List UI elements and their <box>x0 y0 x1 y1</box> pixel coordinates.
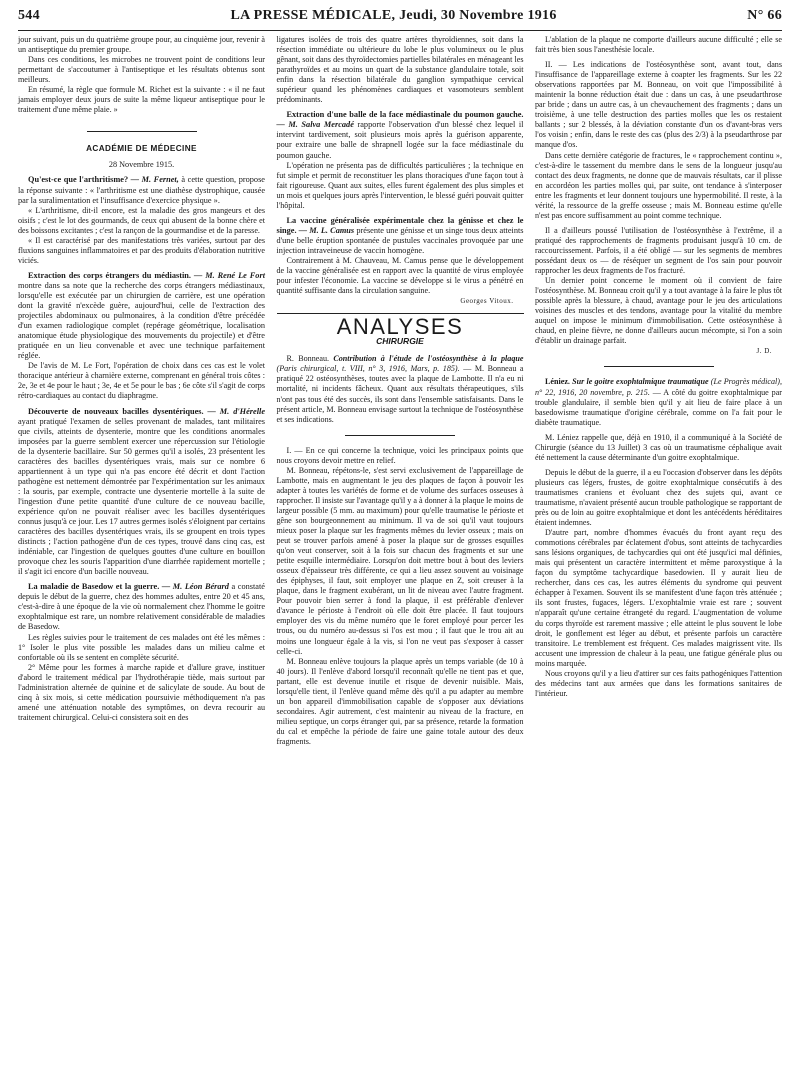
paragraph: « Il est caractérisé par des manifestations très variées, surtout par des fluxions sanguines inflammatoires et par des produits d'élaboration nutritive viciés. <box>18 235 265 265</box>
analyses-title: ANALYSES <box>277 313 524 332</box>
paragraph: ligatures isolées de trois des quatre artères thyroïdiennes, soit dans la résection immédiate ou ultérieure du lobe le plus volumineux ou le plus gênant, soit dans des thyroïdectomies partielles bilatérales en ménageant les parathyroïdes et au moins un quart de la substance glandulaire totale, soit enfin dans la résection bilatérale du ganglion sympathique cervical supérieur quand les phénomènes cardiaques et vasomoteurs semblent prédominants. <box>276 35 524 105</box>
ref-summary: — A côté du goitre exophtalmique par trouble glandulaire, il semble bien qu'il y ait lieu de faire place à un basedowisme traumatique d'origine cérébrale, comme on l'a fait pour le diabète traumatique. <box>535 387 782 427</box>
paragraph: Un dernier point concerne le moment où il convient de faire l'ostéosynthèse. M. Bonneau croit qu'il y a tout avantage à la faire le plus tôt possible après la blessure, à chaud, avantage pour le jeu des articulations voisines des muscles et des tendons, avantage pour la vitalité du membre auquel on impose le minimum d'immobilisation. Cette ostéosynthèse à chaud, en pleine fièvre, ne donne d'ailleurs aucun mécompte, si l'on a soin d'établir un drainage parfait. <box>535 276 783 346</box>
paragraph: Depuis le début de la guerre, il a eu l'occasion d'observer dans les dépôts plusieurs cas légers, frustes, de goitre exophtalmique consécutifs à des traumatismes craniens et évoluant chez des sujets qui, avant ce traumatisme, n'avaient présenté aucun trouble pathologique se rapportant de près ou de loin au goitre exophtalmique et dont les antécédents héréditaires étaient indemnes. <box>535 467 782 528</box>
article-text: montre dans sa note que la recherche des corps étrangers médiastinaux, lorsqu'elle est exécutée par un chirurgien de carrière, est une opération dont la gravité n'excède guère, aujourd'hui, celle de l'extraction des projectiles abdominaux ou pulmonaires, à la condition d'être précédée d'un examen radiologique complet (repérage géométrique, localisation anatomique étude physiologique des mouvements du projectile) et d'être pratiquée en un lieu convenable et avec une technique parfaitement réglée. <box>18 280 265 361</box>
section-divider <box>87 131 197 132</box>
ref-summary: — M. Bonneau a pratiqué 22 ostéosynthèses, toutes avec la plaque de Lambotte. Il n'a eu ni mortalité, ni incidents fâcheux. Quant aux résultats thérapeutiques, s'ils n'ont pas tous été des succès, ils sont dans l'ensemble satisfaisants. Dans le présent article, M. Bonneau envisage surtout la technique de l'ostéosynthèse et ses indications. <box>276 364 524 424</box>
paragraph: 2° Même pour les formes à marche rapide et d'allure grave, instituer d'abord le traitement médical par l'hydrothérapie tiède, mais surtout par l'administration alternée de quinine et de salicylate de soude. Au bout de cinq à six mois, si cette médication poursuivie méthodiquement n'a pas amené une atténuation notable des symptômes, on devra recourir au traitement chirurgical. Celui-ci consistera soit en des <box>18 662 265 722</box>
analysis-reference <box>277 354 524 424</box>
column-3 <box>535 35 782 747</box>
page-header <box>18 8 782 31</box>
divider <box>604 366 714 367</box>
ref-title: Contribution à l'étude de l'ostéosynthèse à la plaque <box>333 354 524 364</box>
paragraph: « L'arthritisme, dit-il encore, est la maladie des gros mangeurs et des oisifs ; c'est le lot des gourmands, de ceux qui abusent de la bonne chère et des boissons excitantes ; c'est la rançon de la gourmandise et de la paresse. <box>18 205 265 235</box>
article-text: a constaté depuis le début de la guerre, chez des hommes adultes, entre 20 et 45 ans, c'est-à-dire à une époque de la vie où normalement chez l'homme le goitre exophtalmique est rare, un nombre relativement considérable de maladies de Basedow. <box>18 582 265 632</box>
paragraph: Il a d'ailleurs poussé l'utilisation de l'ostéosynthèse à l'extrême, il a pratiqué des rapprochements de fragments produisant jusqu'à 10 cm. de raccourcissement. Parfois, il a été obligé — sur les segments de membres possédant deux os — de réséquer un segment de l'os sain pour pouvoir rapprocher les deux fragments de l'os fracturé. <box>535 225 782 276</box>
article-arthritisme <box>18 175 265 205</box>
paragraph: L'ablation de la plaque ne comporte d'ailleurs aucune difficulté ; elle se fait très bien sous l'anesthésie locale. <box>535 35 782 55</box>
article-author: — M. Léon Bérard <box>161 582 229 592</box>
article-text: ayant pratiqué l'examen de selles provenant de malades, tant militaires que civils, atteints de dysenterie, montre que les conditions anormales imposées par la guerre semblent exercer une répercussion sur l'étiologie de la dysenterie bacillaire. Sur 50 germes qu'il a isolés, 23 présentent les caractères des bacilles dysentériques vrais, mais sur ce nombre 6 appartiennent à un type qui n'a pas encore été décrit et dont l'action pathogène est nettement démontrée par l'expérimentation sur les animaux : la souris, par exemple, contracte une dysenterie mortelle à la suite de l'ingestion d'une petite quantité d'une culture de ce nouveau bacille, expérience qu'on ne pouvait réaliser avec les bacilles dysentériques connus jusqu'à ce jour. Les 17 autres germes isolés s'éloignent par certains caractères des bacilles dysentériques vrais, ils se groupent en trois types distincts ; l'action pathogène d'un de ces types, trouvé dans cinq cas, est indéniable, car l'ingestion de quelques gouttes d'une culture en bouillon provoque chez les souris l'apparition d'une diarrhée rapidement mortelle ; il s'agit ici encore d'un bacille nouveau. <box>18 416 265 577</box>
paragraph: I. — En ce qui concerne la technique, voici les principaux points que nous croyons devoir mettre en relief. <box>276 445 524 465</box>
article-basedow <box>18 582 265 632</box>
paragraph: Nous croyons qu'il y a lieu d'attirer sur ces faits pathogéniques l'attention des médecins tant aux armées que dans les formations sanitaires de l'intérieur. <box>535 668 782 698</box>
article-text: présente une génisse et un singe tous deux atteints d'une belle éruption spontanée de pustules vaccinales provoquée par une injection intraveineuse de vaccin homogène. <box>276 225 524 255</box>
paragraph: Contrairement à M. Chauveau, M. Camus pense que le développement de la vaccine généralisée est en rapport avec la quantité de virus employée pour infester l'économie. La vaccine se développe si le virus a pénétré en quantité suffisante dans la circulation sanguine. <box>276 255 524 296</box>
ref-author: Léniez. <box>545 377 570 387</box>
article-corps-etrangers <box>18 271 265 361</box>
column-1 <box>18 35 265 747</box>
article-lead: Extraction des corps étrangers du médiastin. <box>28 270 191 280</box>
journal-title: LA PRESSE MÉDICALE, Jeudi, 30 Novembre 1916 <box>230 8 557 23</box>
article-lead: Découverte de nouveaux bacilles dysentériques. <box>28 406 204 416</box>
paragraph: M. Bonneau, répétons-le, s'est servi exclusivement de l'appareillage de Lambotte, mais en augmentant le jeu des plaques de façon à pouvoir les adapter à toutes les variétés de forme et de volume des surfaces osseuses à rapprocher. Il insiste sur l'avantage qu'il y a à donner à la plaque le moins de largeur possible (5 mm. au maximum) pour qu'elle traumatise le périoste et gêne son bourgeonnement au minimum. Il va de soi qu'il vaut toujours mieux poser la plaque sur les fragments mêmes du levier osseux ; mais on peut se trouver parfois amené à poser la plaque sur de grosses esquilles qu'on veut conserver, soit à la fois sur chacun des fragments et sur une petite esquille intermédiaire. Lorsqu'on doit mettre bout à bout des leviers osseux d'épaisseur très différente, ce qui a lieu assez souvent au voisinage des épiphyses, il faut, soit employer une plaque en Z, soit creuser à la plaque, dans le fragment exubérant, un lit de niveau avec l'autre fragment. Pour pouvoir bien serrer à fond la plaque, il est préférable d'enlever d'avance le périoste à l'endroit où elle doit être placée. Il faut toujours employer des vis du même numéro que le foret employé pour percer les trous, ou du numéro au-dessus si l'os est mou ; il faut que le trou ait au moins une longueur égale à la vis, si l'on ne veut pas s'exposer à casser celle-ci. <box>276 465 524 656</box>
article-lead: Extraction d'une balle de la face médiastinale du poumon gauche. <box>286 110 524 120</box>
rubric-chirurgie: CHIRURGIE <box>376 336 424 347</box>
author-signature: Georges Vitoux. <box>460 297 514 306</box>
paragraph: Dans ces conditions, les microbes ne trouvent point de conditions leur permettant de s'accoutumer à l'antiseptique et les résultats obtenus sont meilleurs. <box>18 55 265 85</box>
article-text: à cette question, propose la réponse suivante : « l'arthritisme est une diathèse dystrophique, causée par la suralimentation et l'insuffisance d'exercice physique ». <box>18 175 265 205</box>
article-author: — M. d'Hérelle <box>207 406 265 416</box>
article-author: — M. L. Camus <box>298 225 355 235</box>
article-balle-poumon <box>277 110 524 160</box>
ref-source: (Le Progrès médical), n° 22, 1916, 20 novembre, p. 215. <box>535 377 783 397</box>
columns <box>18 35 782 747</box>
article-bacilles <box>18 407 265 578</box>
article-text: rapporte l'observation d'un blessé chez lequel il intervint tardivement, soit plusieurs mois après la guérison apparente, pour extraire une balle de shrapnell logée sur la face médiastinale du poumon gauche. <box>276 120 524 160</box>
article-lead: Qu'est-ce que l'arthritisme? <box>28 175 129 185</box>
section-heading-academie: ACADÉMIE DE MÉDECINE <box>86 144 197 154</box>
article-lead: La maladie de Basedow et la guerre. <box>28 582 160 592</box>
paragraph: jour suivant, puis un du quatrième groupe pour, au cinquième jour, revenir à un antiseptique du premier groupe. <box>18 35 265 55</box>
paragraph: M. Bonneau enlève toujours la plaque après un temps variable (de 10 à 40 jours). Il l'enlève d'abord lorsqu'il reconnaît qu'elle ne tient pas et que, partant, elle est devenue inutile et risque de devenir nuisible. Mais, lorsqu'elle tient, il l'enlève quand même dès qu'il a pu adapter au membre un bon appareil d'immobilisation capable de s'opposer aux déviations secondaires. Agir autrement, c'est maintenir au niveau de la fracture, en milieu septique, un corps étranger qui, par sa présence, retarde la formation du cal et empêche la période de faire une gaine totale autour des deux fragments. <box>276 656 524 746</box>
paragraph: En résumé, la règle que formule M. Richet est la suivante : « il ne faut jamais employer deux jours de suite la même liqueur antiseptique pour le traitement d'une même plaie. » <box>18 85 265 115</box>
article-author: — M. Salva Mercadé <box>276 120 354 130</box>
article-vaccine <box>277 216 524 256</box>
ref-author: R. Bonneau. <box>286 354 330 364</box>
issue-number: N° 66 <box>747 8 782 23</box>
paragraph: Dans cette dernière catégorie de fractures, le « rapprochement continu », c'est-à-dire le tassement du membre dans le sens de la longueur jusqu'au contact des deux fragments, ne donne que de mauvais résultats, car il plisse en accordéon les parties molles qui, par suite, ont tendance à s'interposer entre les fragments et leur donnent toujours une hypermobilité. Il reste, à la vérité, la ressource de la greffe osseuse ; mais M. Bonneau estime qu'elle n'est pas encore suffisamment au point comme technique. <box>535 150 782 220</box>
article-lead: La vaccine généralisée expérimentale chez la génisse et chez le singe. <box>276 215 524 235</box>
author-signature: J. D. <box>756 347 772 356</box>
ref-title: Sur le goitre exophtalmique traumatique <box>572 377 709 387</box>
paragraph: De l'avis de M. Le Fort, l'opération de choix dans ces cas est le volet thoracique antérieur à charnière externe, comprenant en général trois côtes : 2e, 3e et 4e pour le haut ; 3e, 4e et 5e pour le bas ; 6e côte s'il s'agit de corps rétro-cardiaques au contact du diaphragme. <box>18 361 265 401</box>
paragraph: M. Léniez rappelle que, déjà en 1910, il a communiqué à la Société de Chirurgie (séance du 13 Juillet) 3 cas où un traumatisme céphalique avait été nettement la cause déterminante d'un goitre exophtalmique. <box>535 432 782 462</box>
paragraph: Les règles suivies pour le traitement de ces malades ont été les mêmes : 1° Isoler le plus vite possible les malades dans un milieu calme et confortable où ils se sentent en complète sécurité. <box>18 632 265 662</box>
article-author: — M. René Le Fort <box>193 270 265 280</box>
ref-source: (Paris chirurgical, t. VIII, n° 3, 1916, Mars, p. 185). <box>276 364 460 374</box>
paragraph: D'autre part, nombre d'hommes évacués du front ayant reçu des commotions cérébrales par éclatement d'obus, sont atteints de tachycardies sans lésions organiques, de tachycardies qui ont été jusqu'ici mal définies, mais qui présentent un caractère intermittent et même paroxystique à la façon du symptôme tachycardique basedowien. Il y aurait lieu de rechercher, dans ces cas, les autres éléments du syndrome qui peuvent échapper à l'examen. Souvent ils se manifestent d'une façon très atténuée ; ils sont frustes, fugaces, légers. L'exophtalmie vraie est rare ; souvent n'apparaît qu'une certaine étrangeté du regard. L'augmentation de volume du corps thyroïde est rarement massive ; elle atteint le plus souvent le lobe droit, le gonflement est léger au début, et présente parfois un caractère transitoire. Le tremblement est fréquent. Ces malades maigrissent vite. Ils accusent une impression de chaleur à la peau, une fatigue générale plus ou moins marquée. <box>535 528 782 668</box>
page-number: 544 <box>18 8 40 23</box>
session-date: 28 Novembre 1915. <box>108 160 175 170</box>
analysis-reference <box>535 377 782 427</box>
column-2 <box>277 35 524 747</box>
paragraph: L'opération ne présenta pas de difficultés particulières ; la technique en fut simple et permit de reconstituer les plans thoraciques d'une façon tout à fait rigoureuse. Quant aux suites, elles furent également des plus simples et un mois et quelques jours après l'intervention, le blessé guéri pouvait quitter l'hôpital. <box>276 160 524 210</box>
paragraph: II. — Les indications de l'ostéosynthèse sont, avant tout, dans l'insuffisance de l'appareillage externe à coapter les fragments. Sur les 22 observations rapportées par M. Bonneau, on voit que l'impossibilité à maintenir la bonne réduction était due : dans un cas, à une pseudarthrose par bride ; dans un autre cas, à un chevauchement des fragments ; dans un troisième, à une telle destruction des parties molles que les os restaient ballants ; sur 2 blessés, à la déviation constante d'un os d'avant-bras vers l'os voisin ; enfin, dans le reste des cas (plus des 2/3) à la pseudarthrose par manque d'os. <box>535 60 782 150</box>
article-author: — M. Fernet, <box>130 175 179 185</box>
divider <box>345 435 455 436</box>
